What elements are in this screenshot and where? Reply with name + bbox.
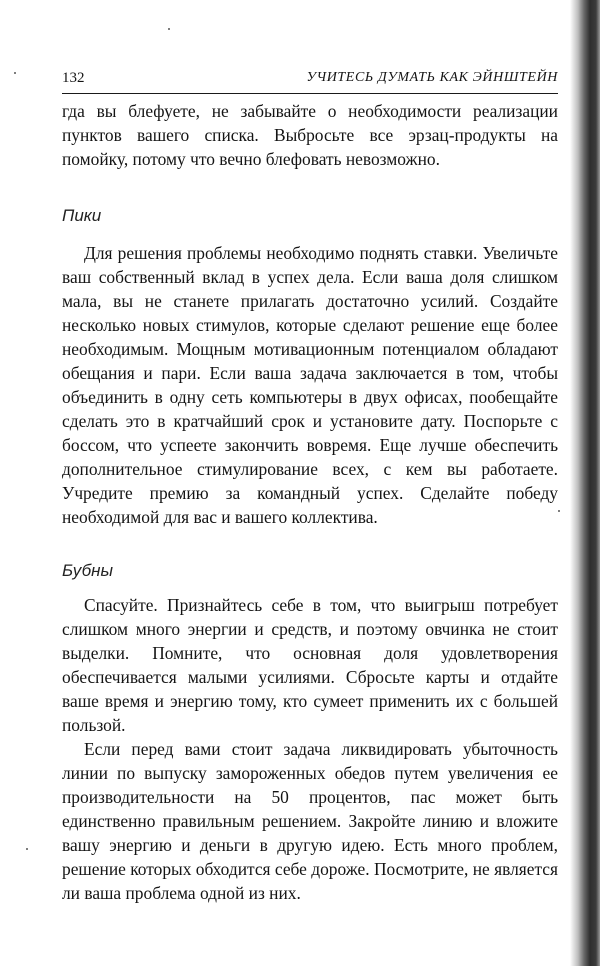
running-title: УЧИТЕСЬ ДУМАТЬ КАК ЭЙНШТЕЙН <box>306 70 558 85</box>
scan-speck <box>558 510 560 512</box>
diamonds-paragraph-2: Если перед вами стоит задача ликвидировать убыточность линии по выпуску замороженных обедов путем увеличения ее производительности на 50 процентов, пас может быть единственно правильным решением. Закройте линию и вложите вашу энергию и деньги в другую идею. Есть много проблем, решение которых обходится себе дороже. Посмотрите, не является ли ваша проблема одной из них. <box>62 739 558 903</box>
scan-speck <box>168 28 170 30</box>
header-rule <box>62 93 558 94</box>
spades-paragraph: Для решения проблемы необходимо поднять ставки. Увеличьте ваш собственный вклад в успех дела. Если ваша доля слишком мала, вы не станете прилагать достаточно усилий. Создайте несколько новых стимулов, которые сделают решение еще более необходимым. Мощным мотивационным потенциалом обладают обещания и пари. Если ваша задача заключается в том, чтобы объединить в одну сеть компьютеры в двух офисах, пообещайте сделать это в кратчайший срок и установите дату. Поспорьте с боссом, что успеете закончить вовремя. Еще лучше обеспечить дополнительное стимулирование всех, с кем вы работаете. Учредите премию за командный успех. Сделайте победу необходимой для вас и вашего коллектива. <box>62 243 558 527</box>
scanned-page-edge <box>570 0 600 966</box>
section-heading-spades: Пики <box>62 206 102 225</box>
scan-speck <box>14 72 16 74</box>
page-header <box>62 70 558 88</box>
page-body <box>62 99 558 905</box>
scan-speck <box>26 848 28 850</box>
page-number: 132 <box>62 70 85 86</box>
diamonds-paragraph-1: Спасуйте. Признайтесь себе в том, что выигрыш потребует слишком много энергии и средств, и поэтому овчинка не стоит выделки. Помните, что основная доля удовлетворения обеспечивается малыми усилиями. Сбросьте карты и отдайте ваше время и энергию тому, кто сумеет применить их с большей пользой. <box>62 595 558 735</box>
intro-paragraph: гда вы блефуете, не забывайте о необходимости реализации пунктов вашего списка. Выбросьте все эрзац-продукты на помойку, потому что вечно блефовать невозможно. <box>62 101 558 169</box>
section-heading-diamonds: Бубны <box>62 561 113 580</box>
